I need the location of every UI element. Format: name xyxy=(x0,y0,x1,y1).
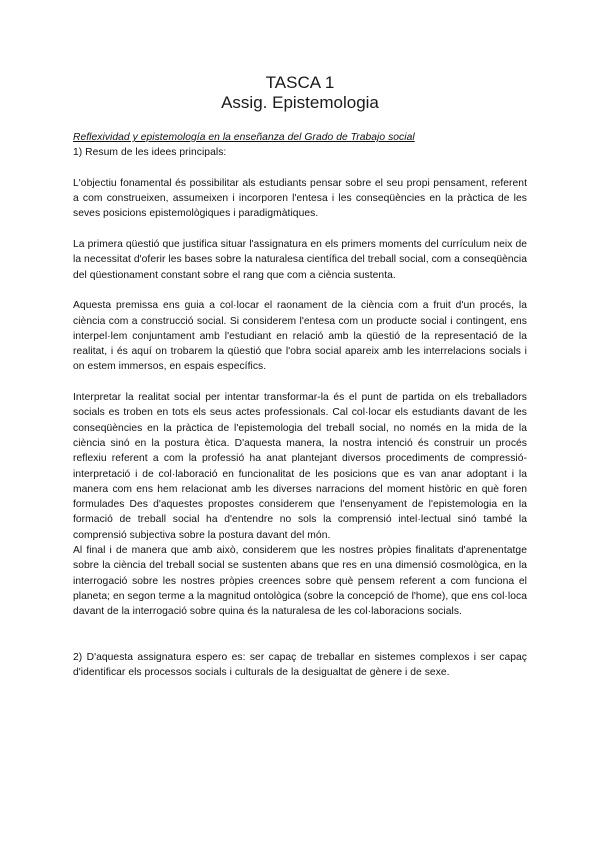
reading-subtitle: Reflexividad y epistemología en la enseñanza del Grado de Trabajo social xyxy=(73,132,415,143)
question-1-heading: 1) Resum de les idees principals: xyxy=(73,147,227,159)
paragraph-4: Interpretar la realitat social per intentar transformar-la és el punt de partida on els treballadors socials es troben en tots els seus actes professionals. Cal col·locar els estudiants davant de les conseqüències en la pràctica de l'epistemologia del treball social, no només en la mida de la ciència sinó en la postura ètica. D'aquesta manera, la nostra intenció és construir un procés reflexiu referent a com la professió ha anat plantejant diversos procediments de compressió-interpretació i de col·laboració en funcionalitat de les posicions que es van anar adoptant i la manera com ens hem relacionat amb les diverses narracions del moment històric en què foren formulades Des d'aquestes propostes considerem que l'ensenyament de l'epistemologia en la formació de treball social ha d'entendre no sols la comprensió intel·lectual sinó també la comprensió subjectiva sobre la postura davant del món. xyxy=(73,392,527,541)
spacer xyxy=(73,620,527,651)
question-2-answer: 2) D'aquesta assignatura espero es: ser capaç de treballar en sistemes complexos i ser capaç d'identificar els processos socials i culturals de la desigualtat de gènere i de sexe. xyxy=(73,652,527,679)
paragraph-5: Al final i de manera que amb això, considerem que les nostres pròpies finalitats d'aprenentatge sobre la ciència del treball social se sustenten abans que res en una dimensió cosmològica, en la interrogació sobre les nostres pròpies creences sobre què pensem referent a com funciona el planeta; en segon terme a la magnitud ontològica (sobre la concepció de l'home), que ens col·loca davant de la interrogació sobre quina és la naturalesa de les col·laboracions socials. xyxy=(73,545,527,618)
paragraph-2: La primera qüestió que justifica situar l'assignatura en els primers moments del currículum neix de la necessitat d'oferir les bases sobre la naturalesa científica del treball social, com a conseqüència del qüestionament constant sobre el rang que com a ciència sustenta. xyxy=(73,239,527,281)
spacer xyxy=(73,283,527,298)
course-title: Assig. Epistemologia xyxy=(221,93,379,112)
document-body xyxy=(73,130,527,681)
spacer xyxy=(73,222,527,237)
document-title: TASCA 1 xyxy=(265,73,335,92)
paragraph-1: L'objectiu fonamental és possibilitar als estudiants pensar sobre el seu propi pensament, referent a com construeixen, assumeixen i incorporen l'entesa i les conseqüències en la pràctica de les seves posicions epistemològiques i paradigmàtiques. xyxy=(73,177,527,220)
spacer xyxy=(73,375,527,390)
paragraph-3: Aquesta premissa ens guia a col·locar el raonament de la ciència com a fruit d'un procés, la ciència com a construcció social. Si considerem l'entesa com un producte social i contingent, ens interpel·lem conjuntament amb l'estudiant en relació amb la qüestió de la representació de la realitat, i és aquí on trobarem la qüestió que l'obra social apareix amb les interrelacions socials i on estem immersos, en espais específics. xyxy=(73,300,527,373)
spacer xyxy=(73,161,527,176)
